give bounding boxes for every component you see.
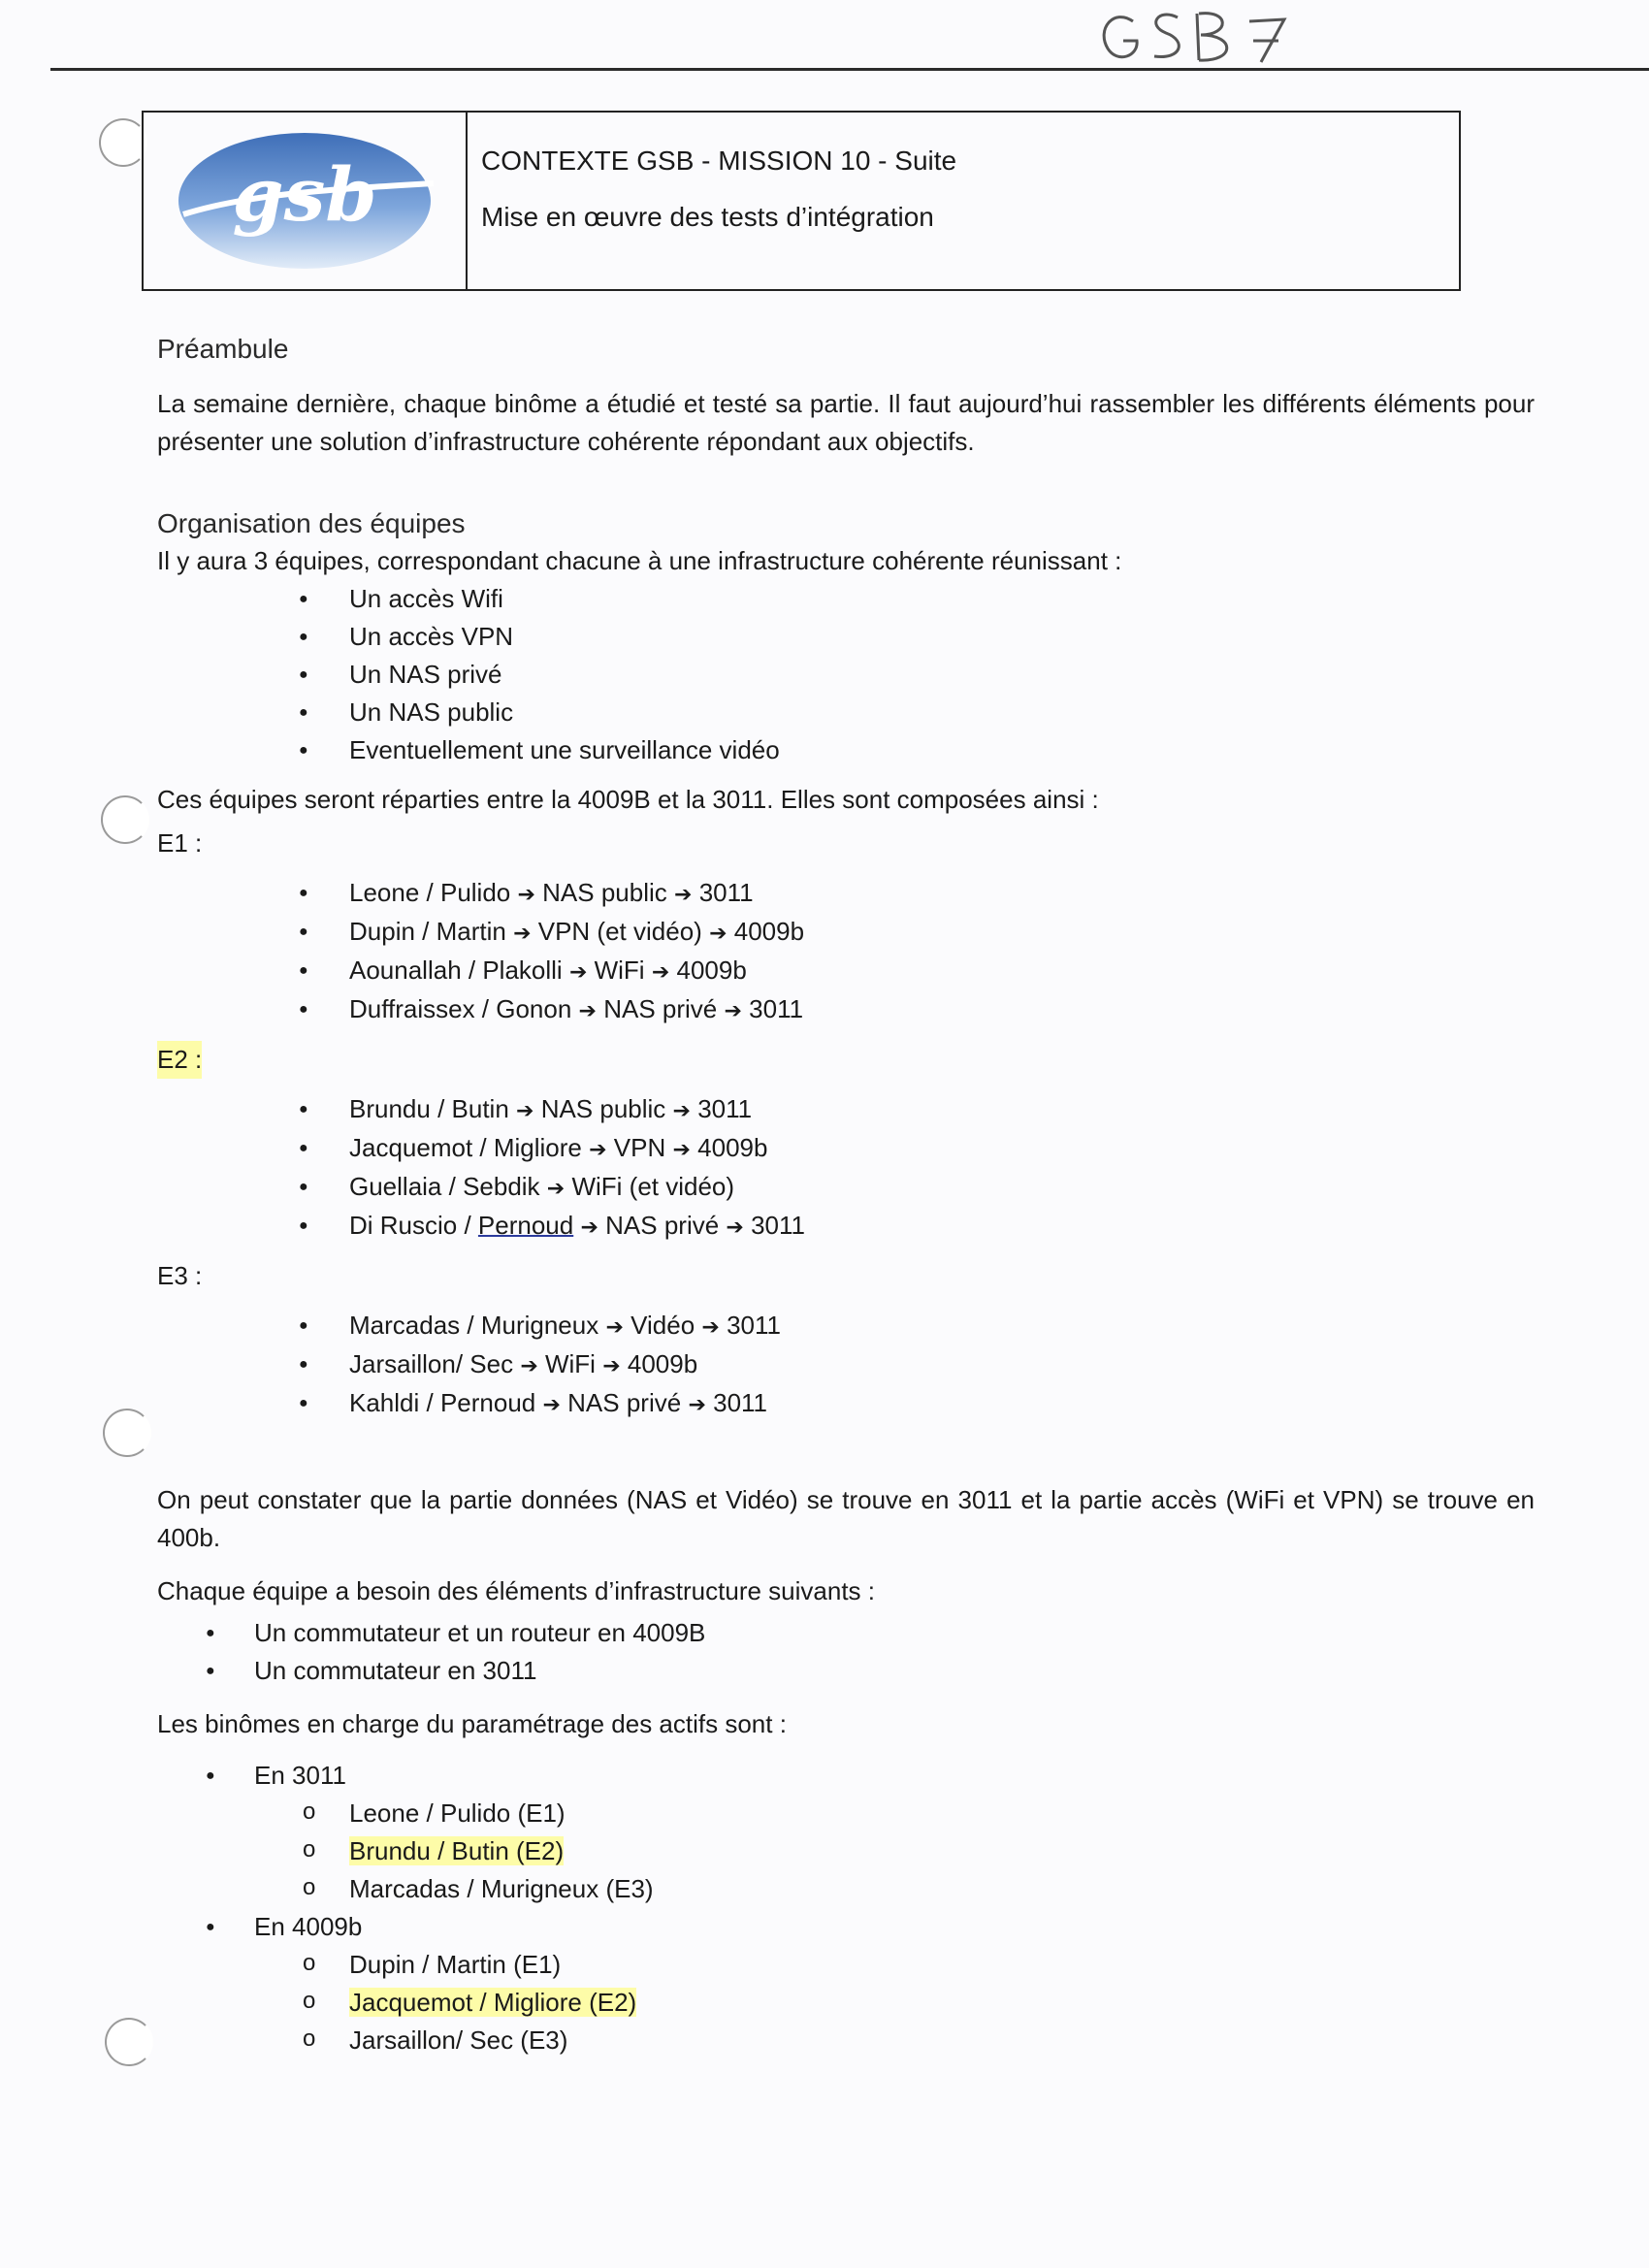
room-4009b-pairs — [157, 1946, 1535, 2059]
organisation-heading: Organisation des équipes — [157, 508, 466, 538]
team-e3-list — [157, 1307, 1535, 1423]
room-item: ● En 3011 — [157, 1757, 1535, 1795]
parametrage-list-2 — [157, 1908, 1535, 1946]
preambule-text: La semaine dernière, chaque binôme a étudié et testé sa partie. Il faut aujourd’hui rassembler les différents éléments pour présenter une solution d’infrastructure cohérente répondant aux objectifs. — [157, 389, 1535, 456]
team-member: ● Brundu / Butin ➔ NAS public ➔ 3011 — [157, 1090, 1535, 1129]
list-item: ● Un accès VPN — [157, 618, 1535, 656]
top-rule — [50, 68, 1649, 71]
header-title-cell — [468, 113, 1459, 289]
list-item: ● Un NAS public — [157, 694, 1535, 731]
team-member: ● Di Ruscio / Pernoud ➔ NAS privé ➔ 3011 — [157, 1207, 1535, 1246]
header-box — [142, 111, 1461, 291]
document-body — [157, 330, 1535, 2059]
document-subtitle: Mise en œuvre des tests d’intégration — [481, 202, 934, 232]
room-3011-pairs — [157, 1795, 1535, 1908]
room-item: ● En 4009b — [157, 1908, 1535, 1946]
repartition-text: Ces équipes seront réparties entre la 4009B et la 3011. Elles sont composées ainsi : — [157, 785, 1099, 814]
team-e1-list — [157, 874, 1535, 1029]
pair-item: o Brundu / Butin (E2) — [157, 1832, 1535, 1870]
pair-item: o Leone / Pulido (E1) — [157, 1795, 1535, 1832]
pair-item: o Jacquemot / Migliore (E2) — [157, 1984, 1535, 2022]
team-member: ● Jarsaillon/ Sec ➔ WiFi ➔ 4009b — [157, 1345, 1535, 1384]
team-member: ● Kahldi / Pernoud ➔ NAS privé ➔ 3011 — [157, 1384, 1535, 1423]
gsb-logo — [144, 113, 468, 289]
team-label-e2: E2 : — [157, 1041, 1535, 1079]
list-item: ● Un accès Wifi — [157, 580, 1535, 618]
list-item: ● Un commutateur et un routeur en 4009B — [157, 1614, 1535, 1652]
document-title: CONTEXTE GSB - MISSION 10 - Suite — [481, 146, 957, 176]
list-item: ● Un commutateur en 3011 — [157, 1652, 1535, 1690]
pair-item: o Marcadas / Murigneux (E3) — [157, 1870, 1535, 1908]
team-member: ● Jacquemot / Migliore ➔ VPN ➔ 4009b — [157, 1129, 1535, 1168]
team-member: ● Leone / Pulido ➔ NAS public ➔ 3011 — [157, 874, 1535, 913]
team-member: ● Guellaia / Sebdik ➔ WiFi (et vidéo) — [157, 1168, 1535, 1207]
parametrage-intro: Les binômes en charge du paramétrage des actifs sont : — [157, 1709, 787, 1738]
gsb-logo-graphic — [164, 125, 445, 276]
team-member: ● Aounallah / Plakolli ➔ WiFi ➔ 4009b — [157, 952, 1535, 990]
handwritten-annotation — [1094, 0, 1375, 68]
constat-text: On peut constater que la partie données (NAS et Vidéo) se trouve en 3011 et la partie accès (WiFi et VPN) se trouve en 400b. — [157, 1485, 1535, 1552]
team-label-e1: E1 : — [157, 828, 203, 858]
list-item: ● Un NAS privé — [157, 656, 1535, 694]
team-member: ● Duffraissex / Gonon ➔ NAS privé ➔ 3011 — [157, 990, 1535, 1029]
preambule-heading: Préambule — [157, 334, 289, 364]
list-item: ● Eventuellement une surveillance vidéo — [157, 731, 1535, 769]
pair-item: o Jarsaillon/ Sec (E3) — [157, 2022, 1535, 2059]
organisation-intro: Il y aura 3 équipes, correspondant chacune à une infrastructure cohérente réunissant : — [157, 546, 1122, 575]
parametrage-list — [157, 1757, 1535, 1795]
team-e2-list — [157, 1090, 1535, 1246]
infrastructure-list — [157, 580, 1535, 769]
pair-item: o Dupin / Martin (E1) — [157, 1946, 1535, 1984]
svg-text:gsb: gsb — [232, 151, 377, 238]
team-member: ● Dupin / Martin ➔ VPN (et vidéo) ➔ 4009b — [157, 913, 1535, 952]
team-label-e3: E3 : — [157, 1261, 203, 1290]
team-member: ● Marcadas / Murigneux ➔ Vidéo ➔ 3011 — [157, 1307, 1535, 1345]
besoins-intro: Chaque équipe a besoin des éléments d’infrastructure suivants : — [157, 1576, 875, 1605]
besoins-list — [157, 1614, 1535, 1690]
